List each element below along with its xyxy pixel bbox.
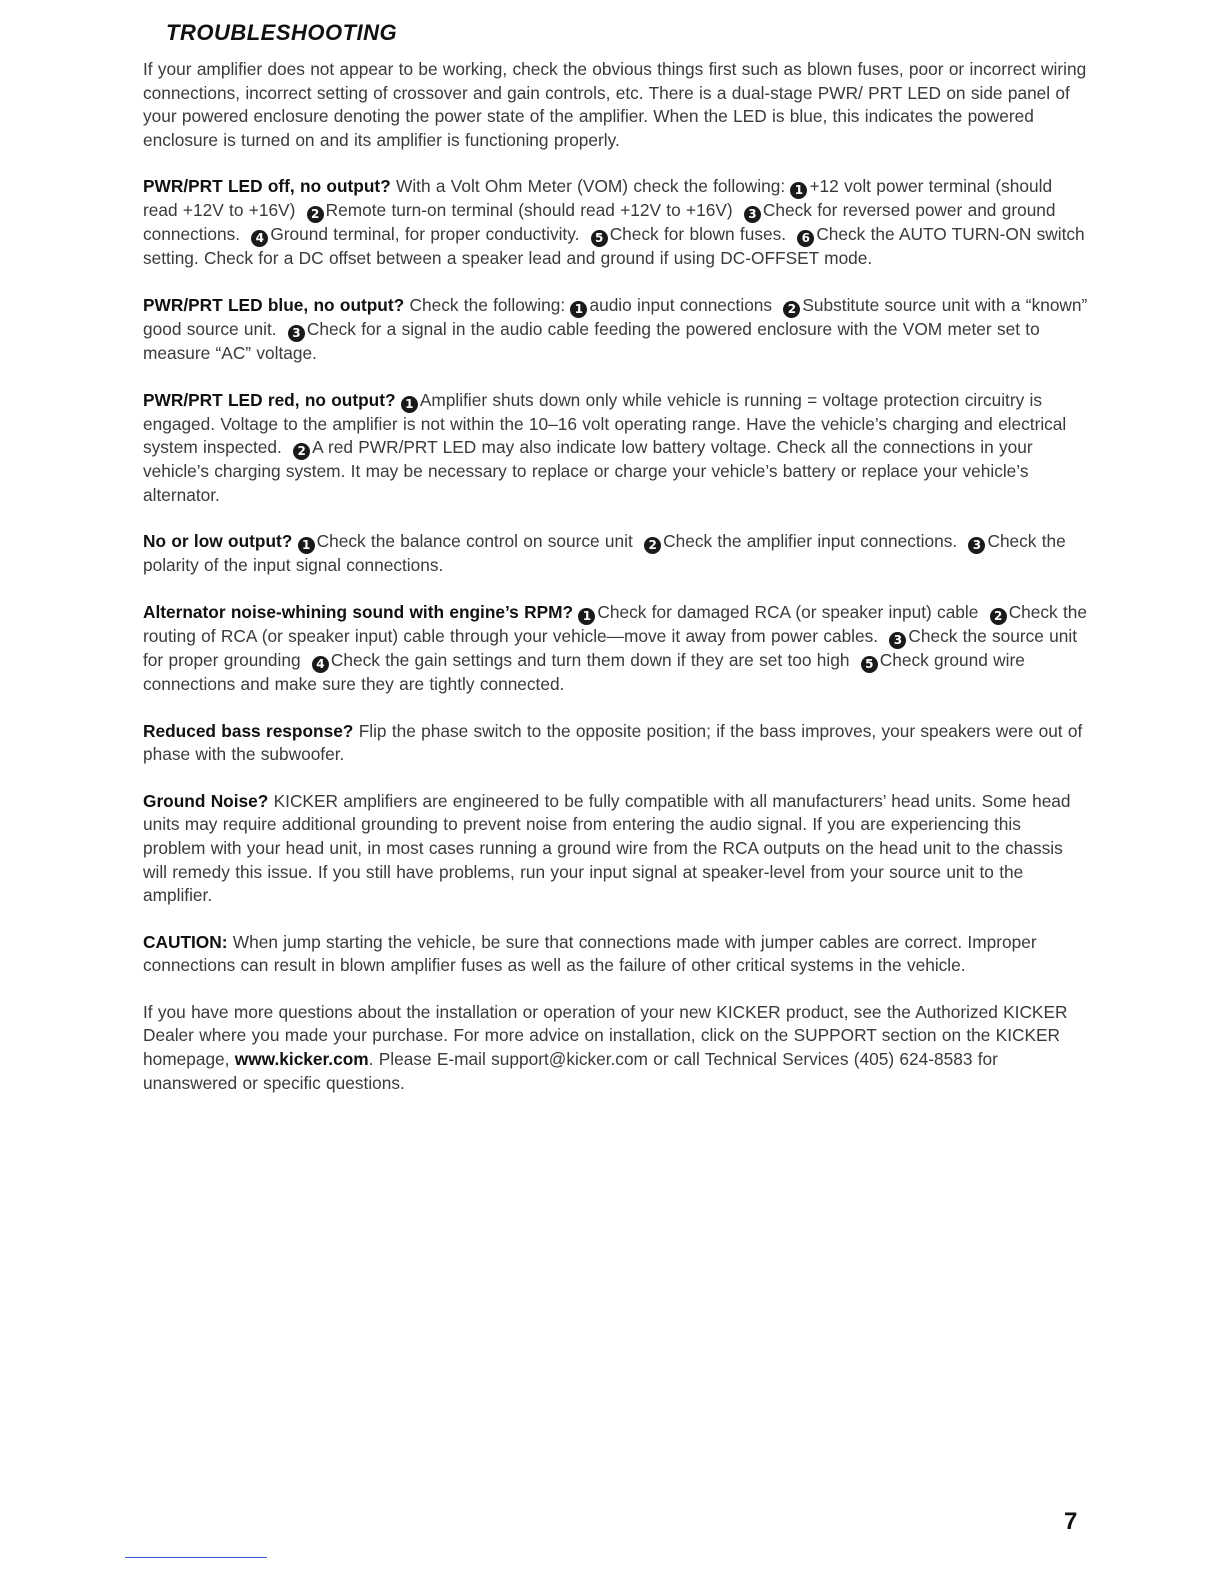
step-text: Check the AUTO TURN-ON switch setting. Check for a DC offset between a speaker lead and ground if using DC-OFFSET mode. xyxy=(143,224,1085,269)
section-text: Check the following: xyxy=(409,294,566,315)
closing-text-after: . Please E-mail support@kicker.com or call Technical Services (405) 624-8583 for unanswered or specific questions. xyxy=(143,1049,998,1093)
section-text: Flip the phase switch to the opposite position; if the bass improves, your speakers were out of phase with the subwoofer. xyxy=(143,720,1083,765)
step-text: Check the polarity of the input signal connections. xyxy=(143,531,1066,576)
section-text: When jump starting the vehicle, be sure that connections made with jumper cables are correct. Improper connections can result in blown amplifier fuses as well as the failure of other critical systems in the vehicle. xyxy=(143,931,1037,976)
step-text: Ground terminal, for proper conductivity. xyxy=(270,224,580,245)
troubleshooting-section xyxy=(143,294,1088,366)
step-text: A red PWR/PRT LED may also indicate low battery voltage. Check all the connections in your vehicle’s charging system. It may be necessary to replace or charge your vehicle’s battery or replace your vehicle’s alternator. xyxy=(143,437,1033,505)
step-number-icon: 2 xyxy=(293,443,310,460)
section-heading: CAUTION: xyxy=(143,931,228,952)
footer-divider xyxy=(125,1557,267,1558)
section-heading: PWR/PRT LED blue, no output? xyxy=(143,294,405,315)
step-text: Check for blown fuses. xyxy=(609,224,787,245)
step-number-icon: 1 xyxy=(790,182,807,199)
section-heading: Reduced bass response? xyxy=(143,720,354,741)
step-text: Check for reversed power and ground connections. xyxy=(143,200,1056,245)
step-number-icon: 2 xyxy=(990,608,1007,625)
section-item xyxy=(591,224,786,244)
step-number-icon: 3 xyxy=(968,537,985,554)
step-text: Check the routing of RCA (or speaker input) cable through your vehicle—move it away from power cables. xyxy=(143,601,1087,646)
intro-paragraph: If your amplifier does not appear to be working, check the obvious things first such as blown fuses, poor or incorrect wiring connections, incorrect setting of crossover and gain controls, etc. There is a dual-stage PWR/ PRT LED on side panel of your powered enclosure denoting the power state of the amplifier. When the LED is blue, this indicates the powered enclosure is turned on and its amplifier is functioning properly. xyxy=(143,59,1087,150)
step-number-icon: 5 xyxy=(591,230,608,247)
section-item xyxy=(143,319,1040,363)
section-text: With a Volt Ohm Meter (VOM) check the following: xyxy=(396,176,786,197)
website-link[interactable]: www.kicker.com xyxy=(234,1049,369,1070)
section-heading: PWR/PRT LED red, no output? xyxy=(143,389,396,410)
section-heading: Ground Noise? xyxy=(143,790,269,811)
troubleshooting-section xyxy=(143,601,1088,697)
section-item xyxy=(298,531,633,551)
troubleshooting-sections xyxy=(143,175,1088,978)
section-item xyxy=(644,531,957,551)
step-text: +12 volt power terminal (should read +12V to +16V) xyxy=(143,176,1053,221)
step-text: Check the gain settings and turn them down if they are set too high xyxy=(330,649,850,670)
section-heading: Alternator noise-whining sound with engine’s RPM? xyxy=(143,601,574,622)
step-number-icon: 5 xyxy=(861,656,878,673)
section-item xyxy=(570,295,772,315)
section-item xyxy=(312,650,850,670)
step-number-icon: 1 xyxy=(570,301,587,318)
step-text: Check ground wire connections and make sure they are tightly connected. xyxy=(143,649,1025,694)
step-number-icon: 4 xyxy=(312,656,329,673)
page-title: TROUBLESHOOTING xyxy=(166,20,398,45)
section-item xyxy=(578,602,978,622)
troubleshooting-section xyxy=(143,790,1088,908)
step-text: Check for damaged RCA (or speaker input) cable xyxy=(597,601,979,622)
section-item xyxy=(307,200,733,220)
step-number-icon: 3 xyxy=(288,325,305,342)
step-number-icon: 3 xyxy=(889,632,906,649)
section-heading: No or low output? xyxy=(143,531,293,552)
step-number-icon: 1 xyxy=(578,608,595,625)
step-text: Check the amplifier input connections. xyxy=(663,531,958,552)
troubleshooting-section xyxy=(143,931,1088,978)
troubleshooting-section xyxy=(143,530,1088,578)
step-text: Remote turn-on terminal (should read +12V to +16V) xyxy=(325,200,733,221)
troubleshooting-content xyxy=(143,58,1088,1118)
troubleshooting-section xyxy=(143,175,1088,271)
step-number-icon: 3 xyxy=(744,206,761,223)
page-number: 7 xyxy=(1064,1508,1078,1535)
step-text: Check the balance control on source unit xyxy=(316,531,633,552)
step-number-icon: 1 xyxy=(298,537,315,554)
section-heading: PWR/PRT LED off, no output? xyxy=(143,176,391,197)
closing-paragraph xyxy=(143,1001,1088,1095)
step-number-icon: 6 xyxy=(797,230,814,247)
step-text: Amplifier shuts down only while vehicle is running = voltage protection circuitry is engaged. Voltage to the amplifier is not within the 10–16 volt operating range. Have the vehicle’s charging and electrical system inspected. xyxy=(143,389,1067,458)
step-number-icon: 4 xyxy=(251,230,268,247)
step-number-icon: 2 xyxy=(783,301,800,318)
step-number-icon: 1 xyxy=(401,396,418,413)
step-text: audio input connections xyxy=(589,294,773,315)
step-number-icon: 2 xyxy=(307,206,324,223)
section-item xyxy=(251,224,579,244)
step-text: Substitute source unit with a “known” good source unit. xyxy=(143,294,1088,339)
section-text: KICKER amplifiers are engineered to be fully compatible with all manufacturers’ head units. Some head units may require additional grounding to prevent noise from entering the audio signal. If you are experiencing this problem with your head unit, in most cases running a ground wire from the RCA outputs on the head unit to the chassis will remedy this issue. If you still have problems, run your input signal at speaker-level from your source unit to the amplifier. xyxy=(143,790,1071,906)
troubleshooting-section xyxy=(143,389,1088,508)
step-text: Check for a signal in the audio cable feeding the powered enclosure with the VOM meter set to measure “AC” voltage. xyxy=(143,318,1040,363)
step-text: Check the source unit for proper grounding xyxy=(143,625,1078,670)
step-number-icon: 2 xyxy=(644,537,661,554)
troubleshooting-section xyxy=(143,720,1088,767)
closing-text-before: If you have more questions about the installation or operation of your new KICKER product, see the Authorized KICKER Dealer where you made your purchase. For more advice on installation, click on the SUPPORT section on the KICKER homepage, xyxy=(143,1001,1068,1070)
